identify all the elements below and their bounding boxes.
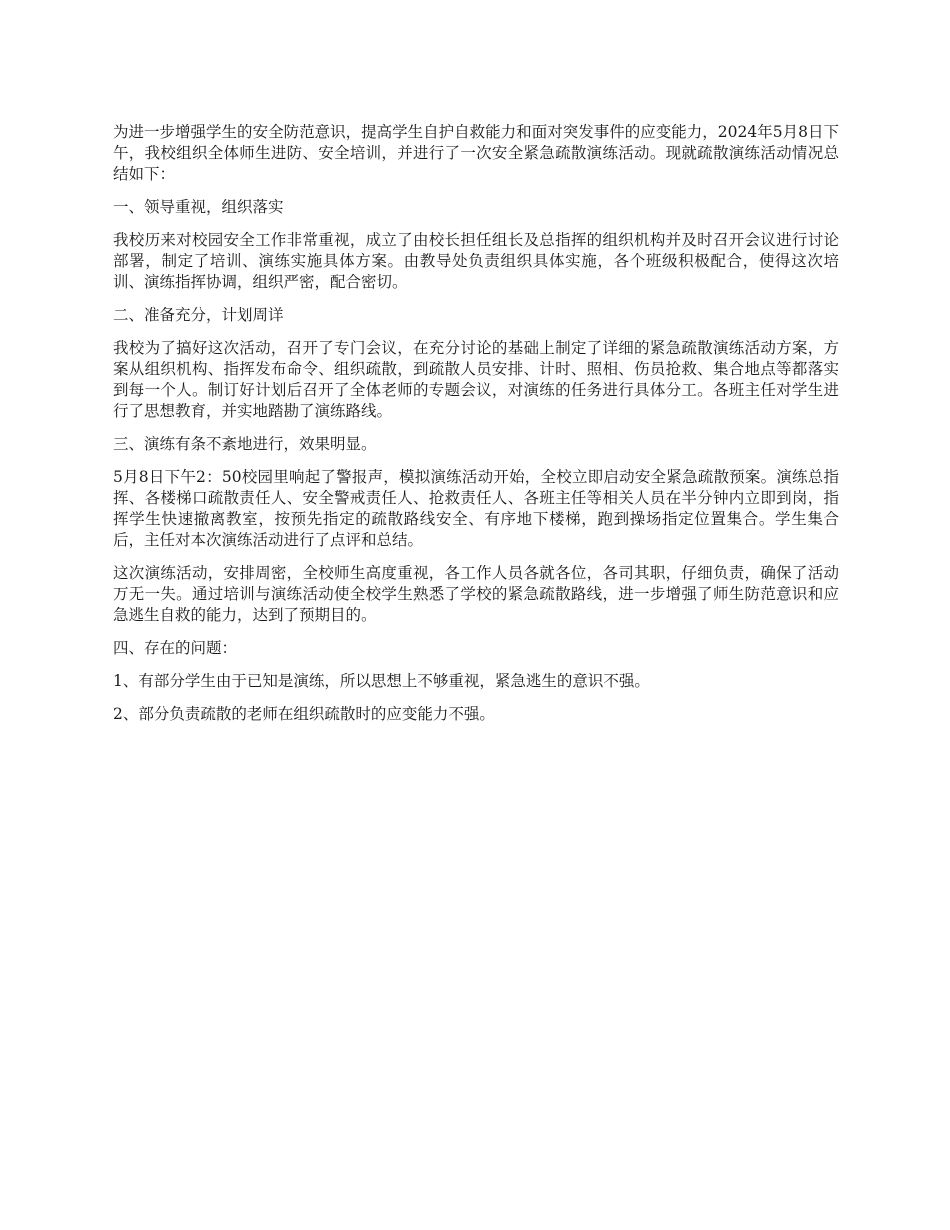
section-heading-preparation: 二、准备充分，计划周详 xyxy=(113,306,284,324)
section-heading-problems: 四、存在的问题： xyxy=(113,639,238,657)
problem-item-1: 1、有部分学生由于已知是演练，所以思想上不够重视，紧急逃生的意识不强。 xyxy=(113,672,650,690)
drill-paragraph: 5月8日下午2：50校园里响起了警报声，模拟演练活动开始，全校立即启动安全紧急疏散预案。演练总指挥、各楼梯口疏散责任人、安全警戒责任人、抢救责任人、各班主任等相关人员在半分钟内立即到岗，指挥学生快速撤离教室，按预先指定的疏散路线安全、有序地下楼梯，跑到操场指定位置集合。学生集合后，主任对本次演练活动进行了点评和总结。 xyxy=(113,468,839,549)
problem-item-2: 2、部分负责疏散的老师在组织疏散时的应变能力不强。 xyxy=(113,705,495,723)
section-heading-drill: 三、演练有条不紊地进行，效果明显。 xyxy=(113,435,377,453)
preparation-paragraph: 我校为了搞好这次活动，召开了专门会议，在充分讨论的基础上制定了详细的紧急疏散演练活动方案，方案从组织机构、指挥发布命令、组织疏散，到疏散人员安排、计时、照相、伤员抢救、集合地点等都落实到每一个人。制订好计划后召开了全体老师的专题会议，对演练的任务进行具体分工。各班主任对学生进行了思想教育，并实地踏勘了演练路线。 xyxy=(113,339,839,420)
leadership-paragraph: 我校历来对校园安全工作非常重视，成立了由校长担任组长及总指挥的组织机构并及时召开会议进行讨论部署，制定了培训、演练实施具体方案。由教导处负责组织具体实施，各个班级积极配合，使得这次培训、演练指挥协调，组织严密，配合密切。 xyxy=(113,231,839,291)
section-heading-leadership: 一、领导重视，组织落实 xyxy=(113,198,284,216)
intro-paragraph: 为进一步增强学生的安全防范意识，提高学生自护自救能力和面对突发事件的应变能力，2024年5月8日下午，我校组织全体师生进防、安全培训，并进行了一次安全紧急疏散演练活动。现就疏散演练活动情况总结如下： xyxy=(113,123,839,183)
drill-result-paragraph: 这次演练活动，安排周密，全校师生高度重视，各工作人员各就各位，各司其职，仔细负责，确保了活动万无一失。通过培训与演练活动使全校学生熟悉了学校的紧急疏散路线，进一步增强了师生防范意识和应急逃生自救的能力，达到了预期目的。 xyxy=(113,564,839,624)
document-body xyxy=(113,122,839,737)
